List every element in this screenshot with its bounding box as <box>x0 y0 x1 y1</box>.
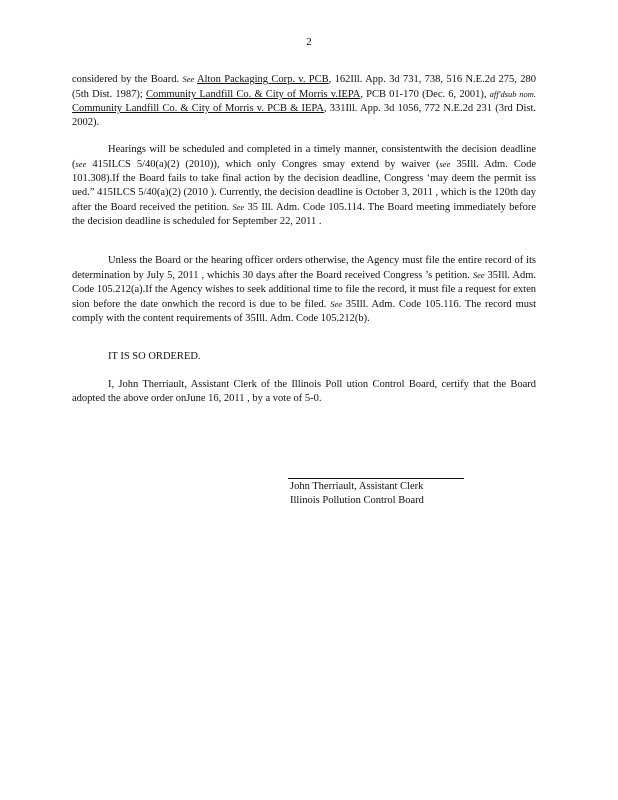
page-number: 2 <box>306 36 312 48</box>
signer-organization: Illinois Pollution Control Board <box>290 495 424 506</box>
para3-see-1: See <box>472 270 485 280</box>
affd-sub-nom: aff'dsub nom. <box>489 89 536 99</box>
para1-text-1: considered by the Board. <box>72 74 183 85</box>
para2-see-3: See <box>232 202 245 212</box>
para3-text-2: 35Ill. Adm. Code 105.212(a).If the Agency wishes to seek additional time to file the record, it must file a request for exten sion before the date onwhich the record is due to be filed. <box>72 270 536 310</box>
case-citation-community-landfill-pcb: Community Landfill Co. & City of Morris v. PCB & IEPA <box>72 103 324 114</box>
para2-text-2: 415ILCS 5/40(a)(2) (2010)), which only Congres smay extend by waiver ( <box>86 159 440 170</box>
para2-text-1: Hearings will be scheduled and completed in a timely manner, consistentwith the decision deadline ( <box>72 144 536 170</box>
case-citation-community-landfill-iepa: Community Landfill Co. & City of Morris v.IEPA <box>146 89 361 100</box>
para3-text-1: Unless the Board or the hearing officer orders otherwise, the Agency must file the entire record of its determination by July 5, 2011 , whichis 30 days after the Board received Congress ’s petition. <box>72 255 536 281</box>
paragraph-citations <box>72 72 536 130</box>
signer-name: John Therriault, Assistant Clerk <box>290 481 424 492</box>
certification-text: I, John Therriault, Assistant Clerk of the Illinois Poll ution Control Board, certify that the Board adopted the above order onJune 16, 2011 , by a vote of 5-0. <box>72 379 536 404</box>
para3-see-2: See <box>330 299 342 309</box>
para2-text-4: 35 Ill. Adm. Code 105.114. The Board meeting immediately before the decision deadline is scheduled for September 22, 2011 . <box>72 202 536 227</box>
para1-text-2: , 162Ill. App. 3d 731, 738, 516 N.E.2d 275, 280 (5th Dist. 1987); <box>72 74 536 100</box>
case-citation-alton: Alton Packaging Corp. v. PCB <box>197 74 329 85</box>
para2-see-1: see <box>75 159 87 169</box>
para3-text-3: 35Ill. Adm. Code 105.116. The record must comply with the content requirements of 35Ill. Adm. Code 105.212(b). <box>72 299 536 324</box>
para1-text-4: , 331Ill. App. 3d 1056, 772 N.E.2d 231 (3rd Dist. 2002). <box>72 103 537 128</box>
para2-see-2: see <box>439 159 451 169</box>
signature-line <box>288 478 464 479</box>
paragraph-certification <box>72 378 536 406</box>
signature-block <box>290 480 424 508</box>
para1-text-3: , PCB 01-170 (Dec. 6, 2001), <box>360 89 490 100</box>
order-statement: IT IS SO ORDERED. <box>108 351 201 362</box>
paragraph-hearings <box>72 143 536 229</box>
paragraph-record <box>72 254 536 326</box>
para1-see-1: See <box>182 74 195 84</box>
para2-text-3: 35Ill. Adm. Code 101.308).If the Board fails to take final action by the decision deadline, Congress ‘may deem the permit iss ued.” 415ILCS 5/40(a)(2) (2010 ). Currently, the decision deadline is October 3, 2011 , which is the 120th day after the Board received the petition. <box>72 159 536 213</box>
